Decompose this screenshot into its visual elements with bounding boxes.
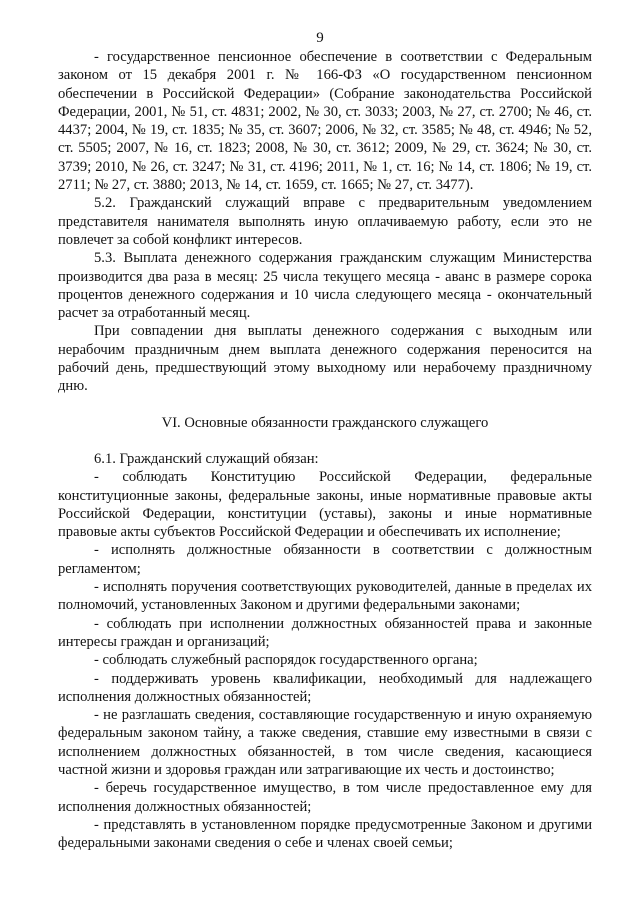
paragraph-pension: - государственное пенсионное обеспечение в соответствии с Федеральным законом от 15 декабря 2001 г. № 166-ФЗ «О государственном пенсионном обеспечении в Российской Федерации» (Собрание законодательства Российской Федерации, 2001, № 51, ст. 4831; 2002, № 30, ст. 3033; 2003, № 27, ст. 2700; № 46, ст. 4437; 2004, № 19, ст. 1835; № 35, ст. 3607; 2006, № 32, ст. 3585; № 48, ст. 4946; № 52, ст. 5505; 2007, № 16, ст. 1823; 2008, № 30, ст. 3612; 2009, № 29, ст. 3624; № 30, ст. 3739; 2010, № 26, ст. 3247; № 31, ст. 4196; 2011, № 1, ст. 16; № 14, ст. 1806; № 19, ст. 2711; № 27, ст. 3880; 2013, № 14, ст. 1659, ст. 1665; № 27, ст. 3477). [58, 49, 592, 194]
section-heading: VI. Основные обязанности гражданского служащего [161, 414, 489, 431]
page-number: 9 [316, 30, 324, 46]
spacer [58, 432, 592, 450]
paragraph-5-2: 5.2. Гражданский служащий вправе с предварительным уведомлением представителя нанимателя выполнять иную оплачиваемую работу, если это не повлечет за собой конфликт интересов. [58, 195, 592, 248]
list-item-duties: - исполнять должностные обязанности в соответствии с должностным регламентом; [58, 542, 592, 577]
list-item-schedule: - соблюдать служебный распорядок государственного органа; [94, 652, 478, 669]
document-body [58, 48, 592, 852]
list-item-information: - представлять в установленном порядке предусмотренные Законом и другими федеральными законами сведения о себе и членах своей семьи; [58, 816, 592, 852]
list-item-qualification: - поддерживать уровень квалификации, необходимый для надлежащего исполнения должностных обязанностей; [58, 670, 592, 705]
spacer [58, 396, 592, 414]
list-item-constitution: - соблюдать Конституцию Российской Федерации, федеральные конституционные законы, федеральные законы, иные нормативные правовые акты Российской Федерации, конституции (уставы), законы и иные нормативные правовые акты субъектов Российской Федерации и обеспечивать их исполнение; [58, 469, 592, 541]
paragraph-6-1: 6.1. Гражданский служащий обязан: [94, 450, 319, 467]
list-item-orders: - исполнять поручения соответствующих руководителей, данные в пределах их полномочий, установленных Законом и другими федеральными законами; [58, 579, 592, 614]
paragraph-5-3: 5.3. Выплата денежного содержания гражданским служащим Министерства производится два раза в месяц: 25 числа текущего месяца - аванс в размере сорока процентов денежного содержания и 10 числа следующего месяца - окончательный расчет за отработанный месяц. [58, 250, 592, 322]
list-item-secrets: - не разглашать сведения, составляющие государственную и иную охраняемую федеральным законом тайну, а также сведения, ставшие ему известными в связи с исполнением должностных обязанностей, в том числе сведения, касающиеся частной жизни и здоровья граждан или затрагивающие их честь и достоинство; [58, 707, 592, 778]
paragraph-holiday-payment: При совпадении дня выплаты денежного содержания с выходным или нерабочим праздничным днем выплата денежного содержания переносится на рабочий день, предшествующий этому выходному или нерабочему праздничному дню. [58, 323, 592, 395]
list-item-rights: - соблюдать при исполнении должностных обязанностей права и законные интересы граждан и организаций; [58, 615, 592, 650]
list-item-property: - беречь государственное имущество, в том числе предоставленное ему для исполнения должностных обязанностей; [58, 780, 592, 815]
